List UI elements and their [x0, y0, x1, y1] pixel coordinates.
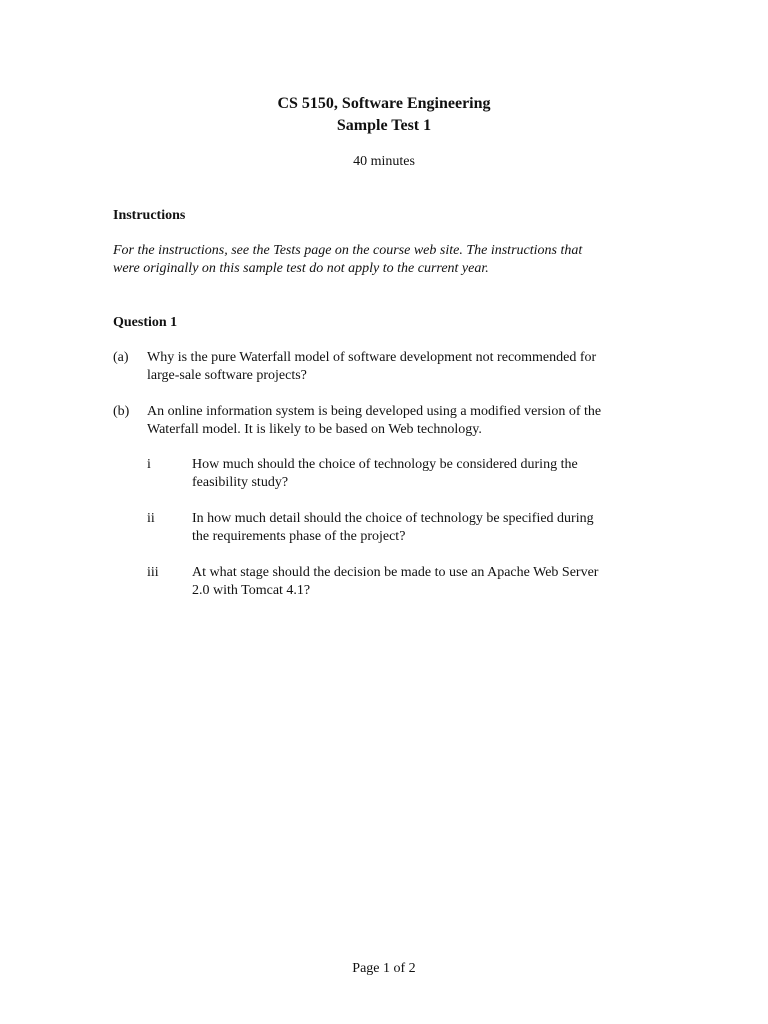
sub-iii-label: iii: [147, 565, 159, 580]
sub-ii-label: ii: [147, 511, 155, 526]
part-a-label: (a): [113, 350, 129, 365]
sub-iii-line-2: 2.0 with Tomcat 4.1?: [192, 583, 311, 598]
sub-ii-line-2: the requirements phase of the project?: [192, 529, 406, 544]
course-title: CS 5150, Software Engineering: [277, 95, 491, 112]
instructions-heading: Instructions: [113, 208, 186, 223]
sub-iii-line-1: At what stage should the decision be made to use an Apache Web Server: [192, 565, 599, 580]
sub-ii-line-1: In how much detail should the choice of technology be specified during: [192, 511, 594, 526]
instructions-line-2: were originally on this sample test do not apply to the current year.: [113, 261, 489, 276]
sub-i-line-1: How much should the choice of technology be considered during the: [192, 457, 578, 472]
sub-i-label: i: [147, 457, 151, 472]
part-b-line-2: Waterfall model. It is likely to be based on Web technology.: [147, 422, 482, 437]
sub-i-line-2: feasibility study?: [192, 475, 289, 490]
test-duration: 40 minutes: [353, 154, 415, 169]
page-number: Page 1 of 2: [352, 961, 416, 976]
part-a-line-2: large-sale software projects?: [147, 368, 307, 383]
question-1-heading: Question 1: [113, 315, 178, 330]
part-b-label: (b): [113, 404, 130, 419]
part-b-line-1: An online information system is being developed using a modified version of the: [147, 404, 602, 419]
instructions-line-1: For the instructions, see the Tests page on the course web site. The instructions that: [113, 243, 583, 258]
part-a-line-1: Why is the pure Waterfall model of software development not recommended for: [147, 350, 597, 365]
test-title: Sample Test 1: [336, 117, 432, 134]
